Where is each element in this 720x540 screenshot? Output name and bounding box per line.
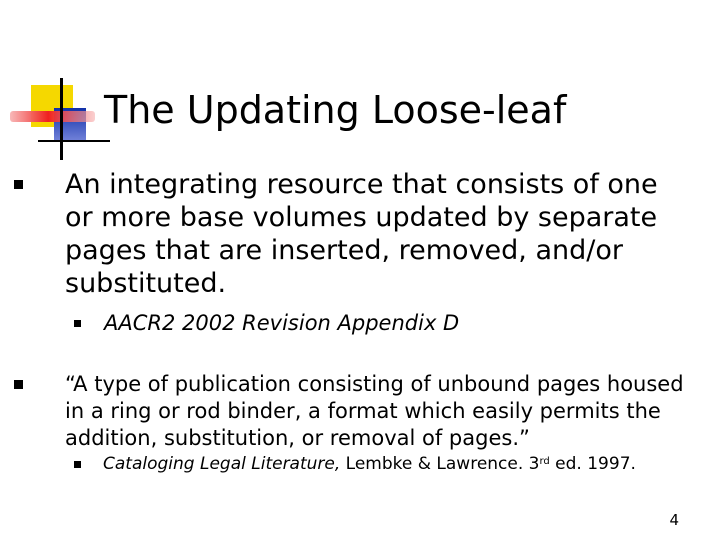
bullet-marker-2 xyxy=(14,380,23,389)
citation-tail: ed. 1997. xyxy=(549,454,636,474)
bullet-marker-1 xyxy=(14,180,23,189)
sub-bullet-marker-1 xyxy=(74,320,81,327)
title-underline xyxy=(38,140,678,142)
page-number: 4 xyxy=(669,511,679,529)
slide-title: The Updating Loose-leaf xyxy=(104,88,567,132)
bullet-2-text: “A type of publication consisting of unbound pages housed in a ring or rod binder, a format which easily permits the addition, substitution, or removal of pages.” xyxy=(65,372,684,450)
red-bar xyxy=(10,111,95,122)
sub-bullet-marker-2 xyxy=(74,461,81,468)
citation-superscript: rd xyxy=(539,456,550,467)
black-vertical-line xyxy=(60,78,63,160)
sub-bullet-1-text: AACR2 2002 Revision Appendix D xyxy=(104,311,460,335)
citation-title: Cataloging Legal Literature, xyxy=(103,454,341,474)
citation-authors: Lembke & Lawrence. 3 xyxy=(340,454,540,474)
bullet-1-text: An integrating resource that consists of one or more base volumes updated by separate pages that are inserted, removed, and/or substituted. xyxy=(65,169,658,299)
sub-bullet-2-text xyxy=(103,452,636,476)
decorative-squares-graphic xyxy=(0,0,110,170)
